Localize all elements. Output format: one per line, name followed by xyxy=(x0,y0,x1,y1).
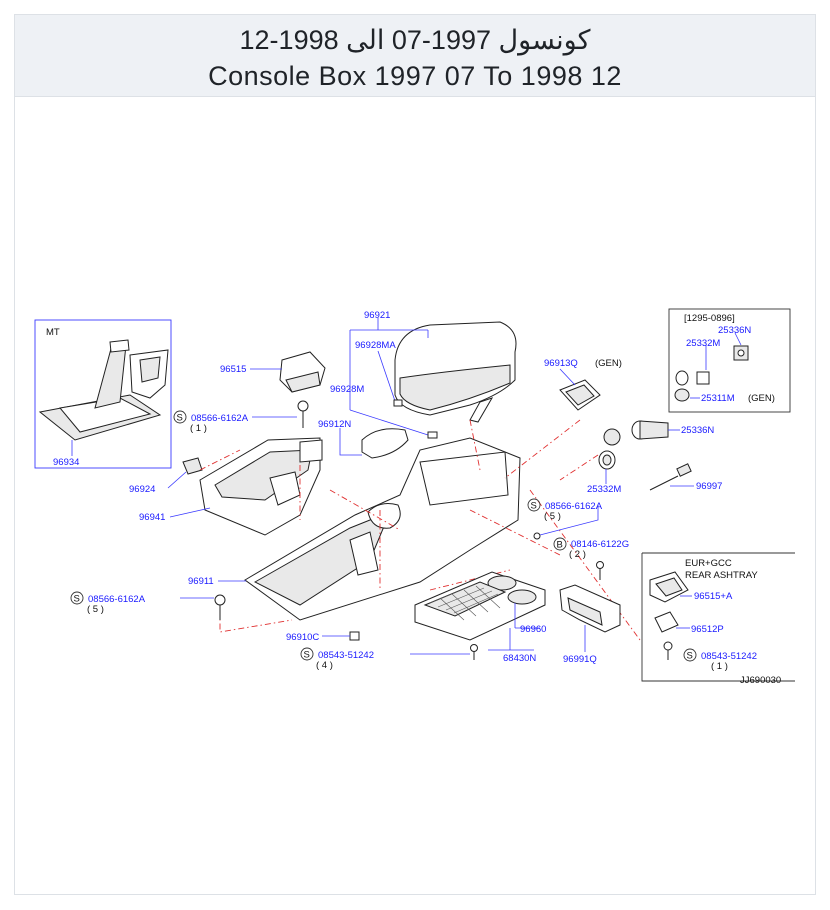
callout-96991Q[interactable]: 96991Q xyxy=(563,654,597,665)
callout-25332M-box[interactable]: 25332M xyxy=(686,338,721,349)
socket-25336N xyxy=(632,421,668,439)
callout-96928MA[interactable]: 96928MA xyxy=(355,340,396,351)
screw-icon xyxy=(471,645,478,661)
mt-shift-boot-illustration xyxy=(40,340,168,440)
rear-ashtray-illustration xyxy=(650,572,688,660)
fastener-s3-qty: ( 5 ) xyxy=(544,511,561,522)
fastener-b1-part[interactable]: 08146-6122G xyxy=(571,539,630,550)
callout-96515A[interactable]: 96515+A xyxy=(694,591,733,602)
callout-25332M[interactable]: 25332M xyxy=(587,484,622,495)
callout-96997[interactable]: 96997 xyxy=(696,481,723,492)
bracket-96991Q xyxy=(560,585,620,632)
callout-96928M[interactable]: 96928M xyxy=(330,384,365,395)
page-title-english: Console Box 1997 07 To 1998 12 xyxy=(208,61,622,91)
socket-25332M xyxy=(599,429,620,469)
fastener-s2-part[interactable]: 08566-6162A xyxy=(88,594,146,605)
fastener-badge-s5: S xyxy=(686,650,693,662)
armrest-lid xyxy=(395,322,516,422)
fastener-b1-qty: ( 2 ) xyxy=(569,549,586,560)
console-tray-96941-small xyxy=(183,458,202,474)
callout-96913Q[interactable]: 96913Q xyxy=(544,358,578,369)
callout-96515[interactable]: 96515 xyxy=(220,364,247,375)
fastener-s1-part[interactable]: 08566-6162A xyxy=(191,413,249,424)
rear-ashtray-label: REAR ASHTRAY xyxy=(685,570,758,581)
callout-25336N[interactable]: 25336N xyxy=(681,425,715,436)
fastener-s1-qty: ( 1 ) xyxy=(190,423,207,434)
callout-96910C[interactable]: 96910C xyxy=(286,632,320,643)
callout-68430N[interactable]: 68430N xyxy=(503,653,537,664)
date-range-label: [1295-0896] xyxy=(684,313,735,324)
eur-gcc-label: EUR+GCC xyxy=(685,558,732,569)
callout-96912N[interactable]: 96912N xyxy=(318,419,352,430)
callout-96941[interactable]: 96941 xyxy=(139,512,166,523)
screw-icon xyxy=(215,595,225,620)
fastener-badge-s1: S xyxy=(176,412,183,424)
mt-label: MT xyxy=(46,327,60,338)
fastener-badge-s2: S xyxy=(73,593,80,605)
fastener-s2-qty: ( 5 ) xyxy=(87,604,104,615)
screw-icon xyxy=(298,401,308,428)
callout-25336N-box[interactable]: 25336N xyxy=(718,325,752,336)
diagram-code: JJ690030 xyxy=(740,675,782,686)
screw-icon xyxy=(597,562,604,581)
fastener-badge-s4: S xyxy=(303,649,310,661)
fastener-s3-part[interactable]: 08566-6162A xyxy=(545,501,603,512)
tray-96515 xyxy=(280,352,325,392)
fastener-s4-part[interactable]: 08543-51242 xyxy=(318,650,374,661)
fastener-s5-qty: ( 1 ) xyxy=(711,661,728,672)
callout-25311M[interactable]: 25311M xyxy=(701,393,735,404)
callout-96924[interactable]: 96924 xyxy=(129,484,156,495)
callout-96934[interactable]: 96934 xyxy=(53,457,80,468)
callout-96960[interactable]: 96960 xyxy=(520,624,547,635)
small-lid-96912N xyxy=(362,429,408,458)
fastener-badge-b1: B xyxy=(556,539,563,551)
callout-96911[interactable]: 96911 xyxy=(188,576,214,587)
bezel-96913Q xyxy=(560,380,600,410)
console-upper-96941 xyxy=(200,438,322,535)
callout-96921[interactable]: 96921 xyxy=(364,310,391,321)
fastener-badge-s3: S xyxy=(530,500,537,512)
fastener-s5-part[interactable]: 08543-51242 xyxy=(701,651,757,662)
gen-label-1: (GEN) xyxy=(595,358,622,369)
clip-96910C xyxy=(350,632,359,640)
fastener-s4-qty: ( 4 ) xyxy=(316,660,333,671)
screw-icon xyxy=(534,533,540,539)
gen-label-2: (GEN) xyxy=(748,393,775,404)
page-title-arabic: كونسول 1997-07 الى 1998-12 xyxy=(239,25,591,55)
callout-96512P[interactable]: 96512P xyxy=(691,624,724,635)
